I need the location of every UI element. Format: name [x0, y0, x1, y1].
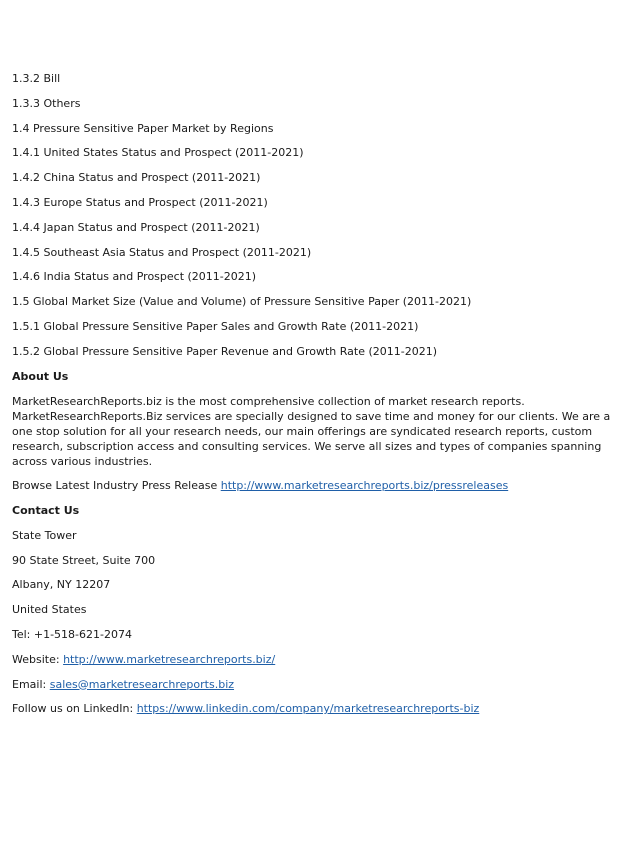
email-link[interactable]: sales@marketresearchreports.biz [49, 677, 235, 691]
toc-item: 1.4 Pressure Sensitive Paper Market by Regions [12, 121, 274, 135]
document-page [12, 72, 618, 727]
press-release-line [12, 479, 618, 504]
toc-item: 1.4.6 India Status and Prospect (2011-2021) [12, 270, 257, 284]
about-heading: About Us [12, 369, 69, 383]
email-line [12, 678, 618, 703]
toc-item: 1.3.3 Others [12, 96, 81, 110]
contact-country: United States [12, 603, 87, 617]
toc-item: 1.4.3 Europe Status and Prospect (2011-2021) [12, 195, 268, 209]
toc-item: 1.3.2 Bill [12, 72, 61, 85]
linkedin-link[interactable]: https://www.linkedin.com/company/marketresearchreports-biz [136, 702, 480, 716]
toc-item: 1.4.5 Southeast Asia Status and Prospect (2011-2021) [12, 245, 312, 259]
about-line-2: MarketResearchReports.Biz services are specially designed to save time and money for our clients. We are a one stop solution for all your research needs, our main offerings are syndicated research reports, custom research, subscription access and consulting services. We serve all sizes and types of companies spanning across various industries. [12, 410, 611, 469]
contact-city: Albany, NY 12207 [12, 578, 111, 592]
contact-building: State Tower [12, 528, 77, 542]
linkedin-label: Follow us on LinkedIn: [12, 702, 137, 716]
website-label: Website: [12, 652, 64, 666]
website-link[interactable]: http://www.marketresearchreports.biz/ [63, 652, 276, 666]
contact-heading: Contact Us [12, 503, 80, 517]
toc-item: 1.4.2 China Status and Prospect (2011-2021) [12, 171, 261, 185]
toc-item: 1.5.1 Global Pressure Sensitive Paper Sales and Growth Rate (2011-2021) [12, 319, 419, 333]
toc-item: 1.4.4 Japan Status and Prospect (2011-2021) [12, 220, 260, 234]
contact-tel: Tel: +1-518-621-2074 [12, 627, 132, 641]
press-release-link[interactable]: http://www.marketresearchreports.biz/pressreleases [220, 479, 509, 493]
email-label: Email: [12, 677, 50, 691]
about-line-1: MarketResearchReports.biz is the most comprehensive collection of market research reports. [12, 395, 525, 409]
website-line [12, 653, 618, 678]
press-release-label: Browse Latest Industry Press Release [12, 479, 221, 493]
linkedin-line [12, 702, 618, 727]
toc-item: 1.4.1 United States Status and Prospect (2011-2021) [12, 146, 304, 160]
about-paragraph [12, 394, 618, 479]
toc-item: 1.5 Global Market Size (Value and Volume) of Pressure Sensitive Paper (2011-2021) [12, 295, 472, 309]
contact-street: 90 State Street, Suite 700 [12, 553, 156, 567]
toc-item: 1.5.2 Global Pressure Sensitive Paper Revenue and Growth Rate (2011-2021) [12, 344, 438, 358]
